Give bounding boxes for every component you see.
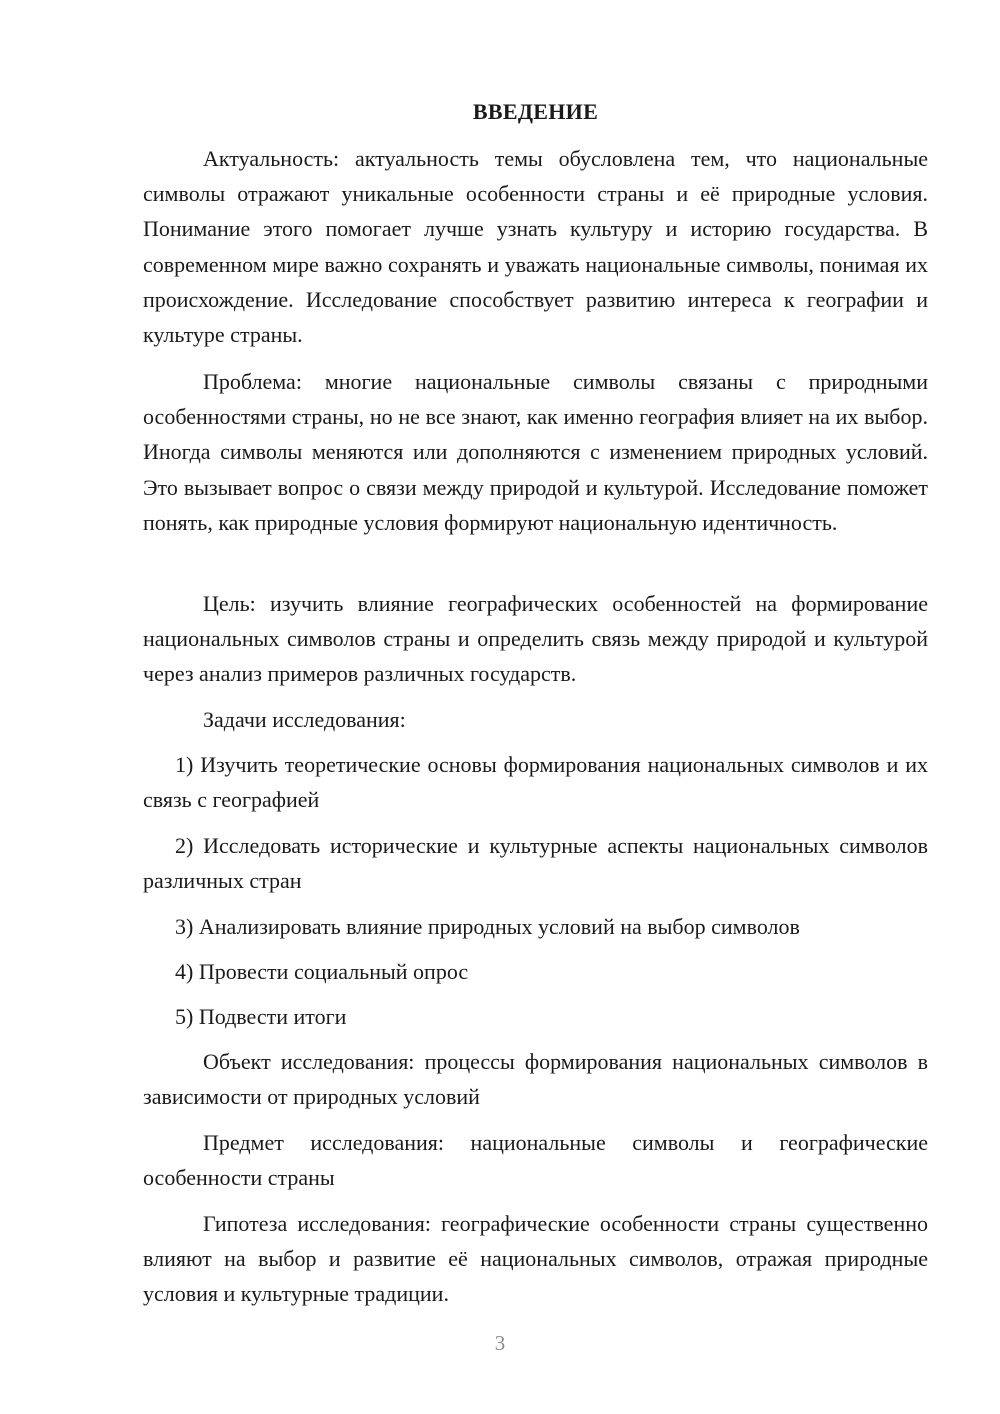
paragraph-problem: Проблема: многие национальные символы связаны с природными особенностями страны, но не все знают, как именно география влияет на их выбор. Иногда символы меняются или дополняются с изменением природных условий. Это вызывает вопрос о связи между природой и культурой. Исследование поможет понять, как природные условия формируют национальную идентичность. <box>143 369 928 535</box>
task-item-5: 5) Подвести итоги <box>175 1004 347 1029</box>
task-item-2: 2) Исследовать исторические и культурные аспекты национальных символов различных стран <box>143 833 928 894</box>
page-number: 3 <box>494 1331 506 1355</box>
paragraph-relevance: Актуальность: актуальность темы обусловлена тем, что национальные символы отражают уникальные особенности страны и её природные условия. Понимание этого помогает лучше узнать культуру и историю государства. В современном мире важно сохранять и уважать национальные символы, понимая их происхождение. Исследование способствует развитию интереса к географии и культуре страны. <box>143 146 928 348</box>
paragraph-tasks-heading: Задачи исследования: <box>203 707 406 732</box>
paragraph-object: Объект исследования: процессы формирования национальных символов в зависимости от природных условий <box>143 1049 928 1110</box>
section-title: ВВЕДЕНИЕ <box>472 99 599 124</box>
task-item-3: 3) Анализировать влияние природных условий на выбор символов <box>175 914 800 939</box>
paragraph-hypothesis: Гипотеза исследования: географические особенности страны существенно влияют на выбор и развитие её национальных символов, отражая природные условия и культурные традиции. <box>143 1211 928 1307</box>
task-item-1: 1) Изучить теоретические основы формирования национальных символов и их связь с географией <box>143 752 928 813</box>
paragraph-goal: Цель: изучить влияние географических особенностей на формирование национальных символов страны и определить связь между природой и культурой через анализ примеров различных государств. <box>143 591 928 687</box>
task-item-4: 4) Провести социальный опрос <box>175 959 469 984</box>
paragraph-subject: Предмет исследования: национальные символы и географические особенности страны <box>143 1130 928 1191</box>
